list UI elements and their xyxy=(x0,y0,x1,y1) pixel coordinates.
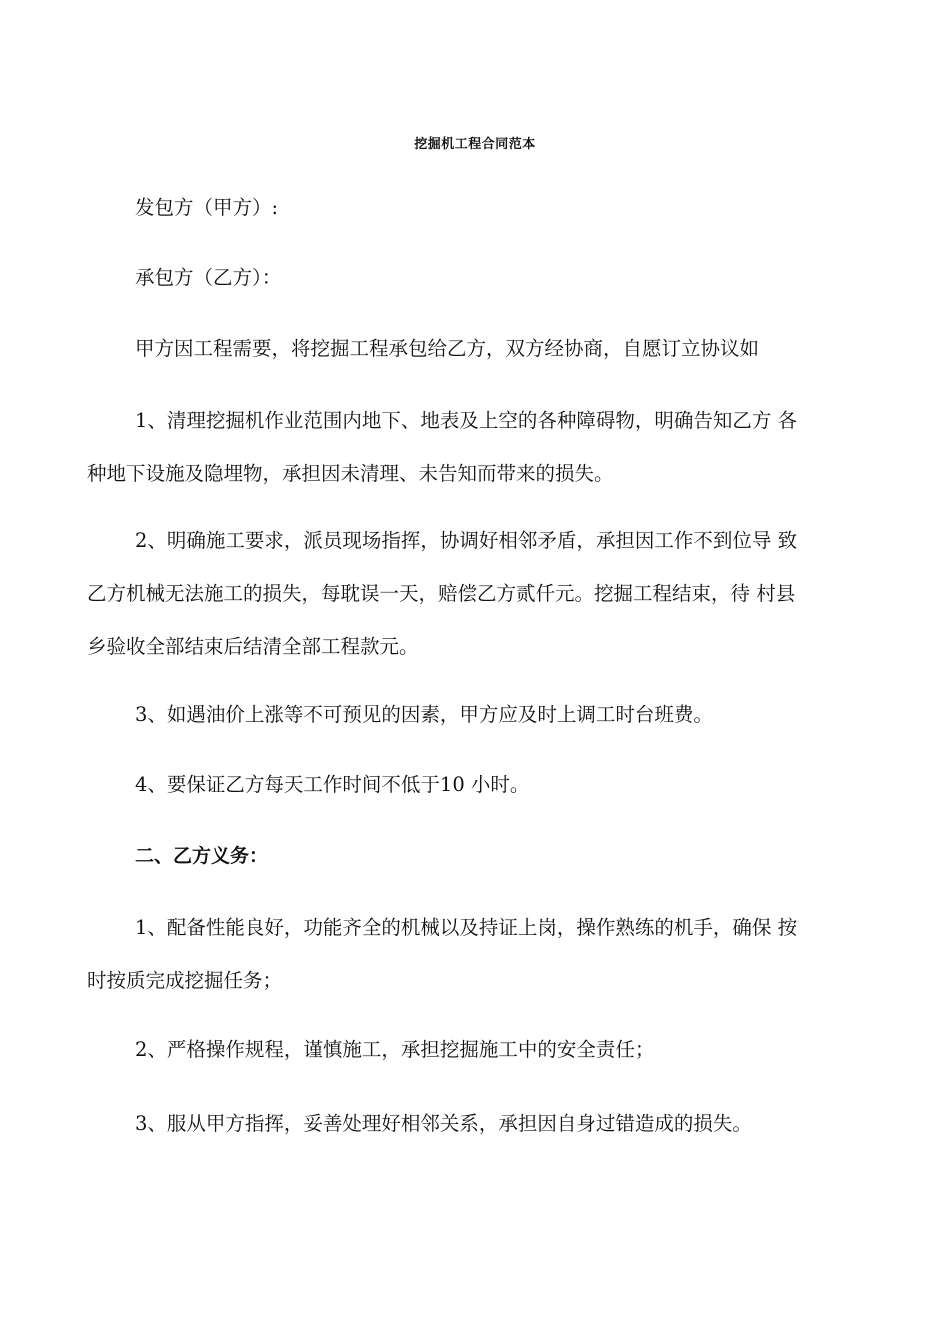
section-heading xyxy=(87,830,877,883)
party-a-item-2 xyxy=(87,514,877,673)
paragraph-line: 1、清理挖掘机作业范围内地下、地表及上空的各种障碍物，明确告知乙方 各 xyxy=(135,409,798,432)
party-a-item-3 xyxy=(87,688,877,741)
document-title: 挖掘机工程合同范本 xyxy=(414,137,536,152)
paragraph-line: 种地下设施及隐埋物，承担因未清理、未告知而带来的损失。 xyxy=(87,462,614,485)
party-a-item-4 xyxy=(87,758,877,811)
intro-paragraph xyxy=(87,322,877,375)
party-b-item-3 xyxy=(87,1097,877,1150)
party-b-text: 承包方（乙方）： xyxy=(135,266,282,289)
paragraph-line: 2、严格操作规程，谨慎施工，承担挖掘施工中的安全责任； xyxy=(135,1038,655,1061)
paragraph-line: 乙方机械无法施工的损失，每耽误一天，赔偿乙方贰仟元。挖掘工程结束，待 村县 xyxy=(87,582,796,605)
party-a-line xyxy=(87,181,877,234)
party-b-line xyxy=(87,251,877,304)
paragraph-line: 4、要保证乙方每天工作时间不低于10 小时。 xyxy=(135,773,530,796)
paragraph-line: 1、配备性能良好，功能齐全的机械以及持证上岗，操作熟练的机手，确保 按 xyxy=(135,916,798,939)
party-b-item-1 xyxy=(87,901,877,1007)
party-a-text: 发包方（甲方）: xyxy=(135,196,279,219)
party-b-item-2 xyxy=(87,1023,877,1076)
paragraph-line: 3、如遇油价上涨等不可预见的因素，甲方应及时上调工时台班费。 xyxy=(135,703,713,726)
paragraph-line: 2、明确施工要求，派员现场指挥，协调好相邻矛盾，承担因工作不到位导 致 xyxy=(135,529,798,552)
paragraph-line: 乡验收全部结束后结清全部工程款元。 xyxy=(87,635,419,658)
paragraph-line: 时按质完成挖掘任务； xyxy=(87,969,283,992)
section-two-heading: 二、乙方义务： xyxy=(135,845,269,867)
intro-text: 甲方因工程需要，将挖掘工程承包给乙方，双方经协商，自愿订立协议如 xyxy=(135,337,760,360)
party-a-item-1 xyxy=(87,394,877,500)
paragraph-line: 3、服从甲方指挥，妥善处理好相邻关系，承担因自身过错造成的损失。 xyxy=(135,1112,752,1135)
